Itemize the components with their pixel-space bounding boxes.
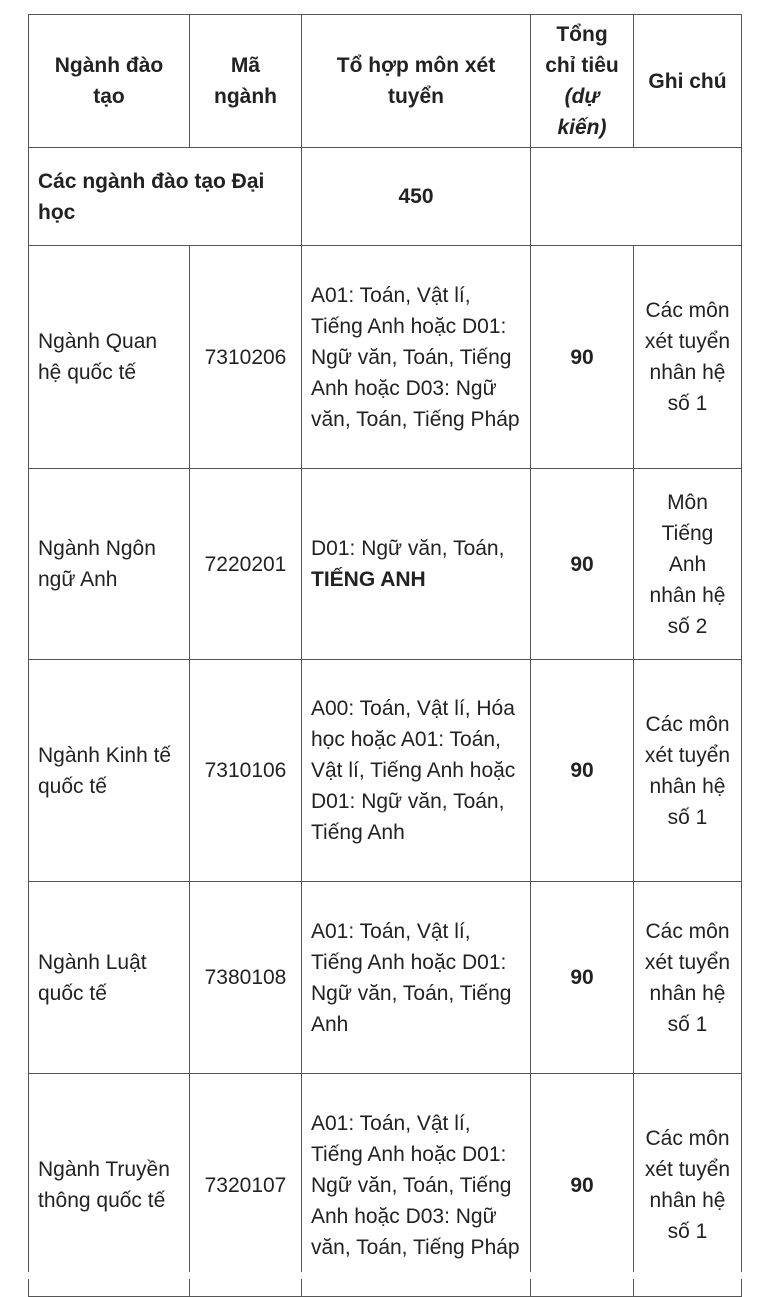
quota-cell: 90 (531, 246, 634, 469)
quota-cell: 90 (531, 469, 634, 660)
combo-cell: A01: Toán, Vật lí, Tiếng Anh hoặc D01: Ngữ văn, Toán, Tiếng Anh hoặc D03: Ngữ văn, Toán, Tiếng Pháp (302, 246, 531, 469)
header-major: Ngành đào tạo (29, 15, 190, 148)
quota-cell: 90 (531, 1074, 634, 1297)
major-cell: Ngành Quan hệ quốc tế (29, 246, 190, 469)
combo-cell (302, 469, 531, 660)
note-cell: Môn Tiếng Anh nhân hệ số 2 (634, 469, 742, 660)
combo-bold-text: TIẾNG ANH (311, 568, 426, 591)
section-row (29, 148, 742, 246)
major-cell: Ngành Truyền thông quốc tế (29, 1074, 190, 1297)
major-cell: Ngành Luật quốc tế (29, 882, 190, 1074)
table-row (29, 469, 742, 660)
table-header-row (29, 15, 742, 148)
code-cell: 7310206 (190, 246, 302, 469)
section-total: 450 (302, 148, 531, 246)
section-empty-cell (531, 148, 742, 246)
header-combo: Tổ hợp môn xét tuyển (302, 15, 531, 148)
code-cell: 7310106 (190, 660, 302, 882)
table-row (29, 246, 742, 469)
header-quota-main: Tổng chỉ tiêu (545, 23, 619, 77)
quota-cell: 90 (531, 882, 634, 1074)
bottom-margin (0, 1272, 780, 1279)
major-cell: Ngành Ngôn ngữ Anh (29, 469, 190, 660)
code-cell: 7380108 (190, 882, 302, 1074)
combo-cell: A01: Toán, Vật lí, Tiếng Anh hoặc D01: Ngữ văn, Toán, Tiếng Anh hoặc D03: Ngữ văn, Toán, Tiếng Pháp (302, 1074, 531, 1297)
quota-cell: 90 (531, 660, 634, 882)
header-quota-sub: (dự kiến) (557, 85, 607, 139)
section-label: Các ngành đào tạo Đại học (29, 148, 302, 246)
combo-text: D01: Ngữ văn, Toán, (311, 537, 505, 560)
note-cell: Các môn xét tuyển nhân hệ số 1 (634, 660, 742, 882)
major-cell: Ngành Kinh tế quốc tế (29, 660, 190, 882)
code-cell: 7220201 (190, 469, 302, 660)
note-cell: Các môn xét tuyển nhân hệ số 1 (634, 882, 742, 1074)
table-row (29, 882, 742, 1074)
combo-cell: A01: Toán, Vật lí, Tiếng Anh hoặc D01: Ngữ văn, Toán, Tiếng Anh (302, 882, 531, 1074)
combo-cell: A00: Toán, Vật lí, Hóa học hoặc A01: Toán, Vật lí, Tiếng Anh hoặc D01: Ngữ văn, Toán, Tiếng Anh (302, 660, 531, 882)
table-row (29, 660, 742, 882)
admissions-table (28, 14, 742, 1297)
header-quota (531, 15, 634, 148)
code-cell: 7320107 (190, 1074, 302, 1297)
header-code: Mã ngành (190, 15, 302, 148)
note-cell: Các môn xét tuyển nhân hệ số 1 (634, 246, 742, 469)
header-note: Ghi chú (634, 15, 742, 148)
table-row (29, 1074, 742, 1297)
note-cell: Các môn xét tuyển nhân hệ số 1 (634, 1074, 742, 1297)
